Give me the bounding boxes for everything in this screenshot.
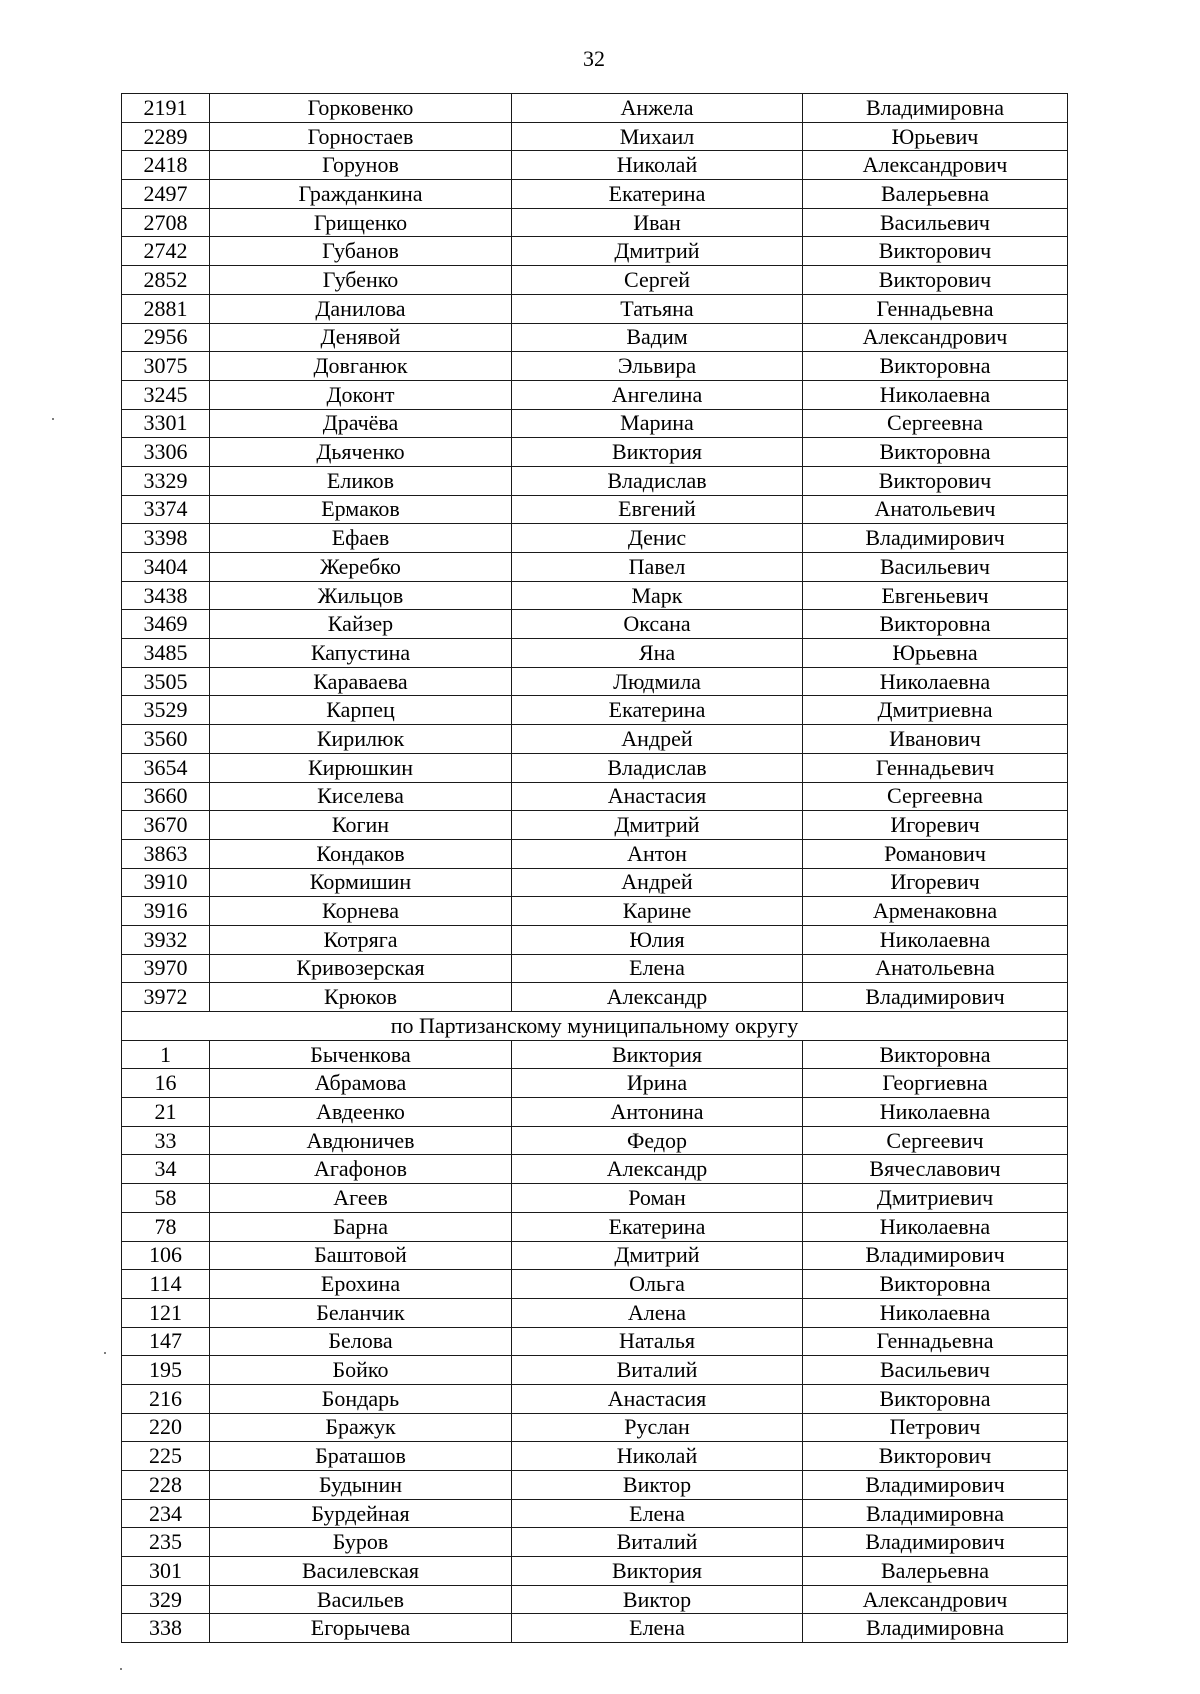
cell-number: 16 [122,1069,210,1098]
table-row [122,839,1068,868]
cell-patronymic: Георгиевна [803,1069,1068,1098]
cell-last-name: Баштовой [210,1241,512,1270]
table-row [122,1384,1068,1413]
table-row [122,237,1068,266]
cell-last-name: Губенко [210,266,512,295]
cell-last-name: Горковенко [210,94,512,123]
cell-last-name: Будынин [210,1471,512,1500]
cell-patronymic: Николаевна [803,925,1068,954]
cell-first-name: Екатерина [512,180,803,209]
cell-number: 3404 [122,553,210,582]
table-row [122,1241,1068,1270]
cell-last-name: Бурдейная [210,1499,512,1528]
cell-first-name: Татьяна [512,294,803,323]
cell-first-name: Павел [512,553,803,582]
cell-first-name: Виктор [512,1585,803,1614]
cell-number: 3932 [122,925,210,954]
cell-number: 2289 [122,122,210,151]
cell-patronymic: Викторовна [803,1270,1068,1299]
cell-first-name: Екатерина [512,696,803,725]
cell-number: 2708 [122,208,210,237]
cell-number: 3970 [122,954,210,983]
table-row [122,1155,1068,1184]
cell-number: 1 [122,1040,210,1069]
cell-last-name: Буров [210,1528,512,1557]
cell-first-name: Алена [512,1298,803,1327]
cell-number: 3438 [122,581,210,610]
cell-patronymic: Евгеньевич [803,581,1068,610]
cell-number: 220 [122,1413,210,1442]
table-row [122,495,1068,524]
cell-patronymic: Игоревич [803,868,1068,897]
table-row [122,1298,1068,1327]
cell-patronymic: Дмитриевна [803,696,1068,725]
cell-number: 106 [122,1241,210,1270]
cell-patronymic: Николаевна [803,667,1068,696]
cell-first-name: Виктор [512,1471,803,1500]
cell-first-name: Антонина [512,1098,803,1127]
table-row [122,409,1068,438]
cell-last-name: Кайзер [210,610,512,639]
cell-last-name: Котряга [210,925,512,954]
table-row [122,294,1068,323]
table-row [122,1098,1068,1127]
cell-number: 329 [122,1585,210,1614]
table-row [122,553,1068,582]
cell-first-name: Елена [512,1499,803,1528]
cell-first-name: Андрей [512,725,803,754]
cell-last-name: Агеев [210,1184,512,1213]
scan-speck [52,418,54,420]
cell-number: 2742 [122,237,210,266]
table-row [122,266,1068,295]
cell-patronymic: Геннадьевич [803,753,1068,782]
cell-first-name: Марина [512,409,803,438]
cell-first-name: Оксана [512,610,803,639]
cell-first-name: Екатерина [512,1212,803,1241]
cell-number: 3916 [122,897,210,926]
cell-patronymic: Николаевна [803,1212,1068,1241]
cell-patronymic: Александрович [803,323,1068,352]
roster-body [122,94,1068,1643]
cell-patronymic: Владимирович [803,524,1068,553]
cell-first-name: Ангелина [512,380,803,409]
page-number: 32 [583,46,605,71]
roster-table [121,93,1068,1643]
cell-patronymic: Васильевич [803,553,1068,582]
cell-last-name: Егорычева [210,1614,512,1643]
table-row [122,323,1068,352]
table-row [122,811,1068,840]
cell-last-name: Горностаев [210,122,512,151]
cell-last-name: Довганюк [210,352,512,381]
cell-first-name: Михаил [512,122,803,151]
cell-patronymic: Викторович [803,266,1068,295]
cell-first-name: Александр [512,1155,803,1184]
cell-last-name: Денявой [210,323,512,352]
cell-number: 3075 [122,352,210,381]
cell-first-name: Людмила [512,667,803,696]
cell-patronymic: Васильевич [803,1356,1068,1385]
cell-last-name: Кривозерская [210,954,512,983]
cell-number: 3560 [122,725,210,754]
scan-speck [120,1668,122,1670]
cell-patronymic: Владимировна [803,1499,1068,1528]
cell-number: 78 [122,1212,210,1241]
table-row [122,1585,1068,1614]
cell-number: 301 [122,1557,210,1586]
cell-last-name: Ефаев [210,524,512,553]
cell-last-name: Доконт [210,380,512,409]
cell-first-name: Юлия [512,925,803,954]
cell-last-name: Кирилюк [210,725,512,754]
cell-last-name: Горунов [210,151,512,180]
cell-last-name: Быченкова [210,1040,512,1069]
cell-first-name: Виктория [512,438,803,467]
cell-last-name: Жильцов [210,581,512,610]
table-row [122,180,1068,209]
cell-number: 21 [122,1098,210,1127]
cell-last-name: Киселева [210,782,512,811]
cell-patronymic: Викторович [803,1442,1068,1471]
cell-first-name: Ирина [512,1069,803,1098]
cell-last-name: Бражук [210,1413,512,1442]
table-row [122,524,1068,553]
cell-last-name: Кирюшкин [210,753,512,782]
cell-first-name: Владислав [512,466,803,495]
table-row [122,897,1068,926]
cell-last-name: Корнева [210,897,512,926]
cell-patronymic: Арменаковна [803,897,1068,926]
cell-patronymic: Геннадьевна [803,1327,1068,1356]
table-row [122,868,1068,897]
table-row [122,581,1068,610]
cell-patronymic: Владимировна [803,94,1068,123]
cell-first-name: Виталий [512,1528,803,1557]
cell-patronymic: Викторовна [803,352,1068,381]
cell-patronymic: Васильевич [803,208,1068,237]
cell-patronymic: Сергеевич [803,1126,1068,1155]
cell-number: 3863 [122,839,210,868]
cell-patronymic: Игоревич [803,811,1068,840]
cell-number: 2497 [122,180,210,209]
cell-first-name: Вадим [512,323,803,352]
cell-patronymic: Николаевна [803,1298,1068,1327]
cell-number: 3654 [122,753,210,782]
table-row [122,667,1068,696]
cell-first-name: Сергей [512,266,803,295]
table-row [122,1442,1068,1471]
cell-first-name: Елена [512,1614,803,1643]
table-row [122,1212,1068,1241]
cell-last-name: Барна [210,1212,512,1241]
cell-patronymic: Викторович [803,237,1068,266]
cell-number: 2852 [122,266,210,295]
cell-number: 114 [122,1270,210,1299]
cell-patronymic: Валерьевна [803,180,1068,209]
table-row [122,1471,1068,1500]
cell-last-name: Василевская [210,1557,512,1586]
table-row [122,753,1068,782]
cell-patronymic: Юрьевна [803,639,1068,668]
cell-first-name: Николай [512,1442,803,1471]
cell-first-name: Иван [512,208,803,237]
cell-last-name: Жеребко [210,553,512,582]
cell-number: 3301 [122,409,210,438]
table-row [122,1528,1068,1557]
table-row [122,438,1068,467]
cell-patronymic: Викторович [803,466,1068,495]
table-row [122,208,1068,237]
cell-last-name: Кондаков [210,839,512,868]
table-row [122,352,1068,381]
cell-first-name: Александр [512,983,803,1012]
cell-patronymic: Сергеевна [803,782,1068,811]
cell-last-name: Караваева [210,667,512,696]
cell-patronymic: Валерьевна [803,1557,1068,1586]
cell-last-name: Капустина [210,639,512,668]
table-row [122,466,1068,495]
cell-first-name: Анастасия [512,782,803,811]
cell-patronymic: Романович [803,839,1068,868]
cell-number: 235 [122,1528,210,1557]
cell-number: 2191 [122,94,210,123]
cell-number: 3670 [122,811,210,840]
cell-number: 34 [122,1155,210,1184]
cell-first-name: Виктория [512,1040,803,1069]
cell-number: 216 [122,1384,210,1413]
cell-last-name: Васильев [210,1585,512,1614]
cell-first-name: Дмитрий [512,1241,803,1270]
cell-last-name: Карпец [210,696,512,725]
cell-patronymic: Юрьевич [803,122,1068,151]
table-row [122,639,1068,668]
table-row [122,1184,1068,1213]
cell-last-name: Ерохина [210,1270,512,1299]
cell-last-name: Кормишин [210,868,512,897]
cell-first-name: Анжела [512,94,803,123]
cell-patronymic: Владимирович [803,983,1068,1012]
cell-patronymic: Иванович [803,725,1068,754]
cell-number: 58 [122,1184,210,1213]
cell-patronymic: Николаевна [803,1098,1068,1127]
cell-first-name: Руслан [512,1413,803,1442]
table-row [122,1040,1068,1069]
cell-patronymic: Дмитриевич [803,1184,1068,1213]
table-row [122,1069,1068,1098]
table-row [122,925,1068,954]
cell-first-name: Николай [512,151,803,180]
cell-patronymic: Николаевна [803,380,1068,409]
cell-number: 3910 [122,868,210,897]
cell-number: 2418 [122,151,210,180]
cell-last-name: Абрамова [210,1069,512,1098]
table-row [122,151,1068,180]
cell-last-name: Беланчик [210,1298,512,1327]
cell-first-name: Яна [512,639,803,668]
cell-first-name: Эльвира [512,352,803,381]
table-row [122,1327,1068,1356]
cell-last-name: Крюков [210,983,512,1012]
cell-patronymic: Владимирович [803,1528,1068,1557]
cell-patronymic: Александрович [803,1585,1068,1614]
cell-last-name: Авдеенко [210,1098,512,1127]
cell-patronymic: Вячеславович [803,1155,1068,1184]
cell-first-name: Андрей [512,868,803,897]
cell-number: 195 [122,1356,210,1385]
cell-patronymic: Анатольевич [803,495,1068,524]
cell-last-name: Ермаков [210,495,512,524]
scan-speck [104,1352,106,1354]
cell-patronymic: Владимирович [803,1241,1068,1270]
cell-first-name: Дмитрий [512,237,803,266]
cell-number: 2881 [122,294,210,323]
cell-first-name: Елена [512,954,803,983]
table-row [122,94,1068,123]
cell-first-name: Наталья [512,1327,803,1356]
cell-number: 3245 [122,380,210,409]
cell-number: 228 [122,1471,210,1500]
cell-first-name: Дмитрий [512,811,803,840]
cell-number: 3660 [122,782,210,811]
cell-number: 147 [122,1327,210,1356]
cell-patronymic: Анатольевна [803,954,1068,983]
cell-first-name: Евгений [512,495,803,524]
table-row [122,1270,1068,1299]
cell-first-name: Роман [512,1184,803,1213]
cell-patronymic: Александрович [803,151,1068,180]
cell-number: 3529 [122,696,210,725]
cell-number: 234 [122,1499,210,1528]
table-row [122,1413,1068,1442]
cell-last-name: Белова [210,1327,512,1356]
table-row [122,122,1068,151]
cell-last-name: Данилова [210,294,512,323]
cell-patronymic: Владимировна [803,1614,1068,1643]
table-row [122,1557,1068,1586]
table-row [122,1614,1068,1643]
cell-first-name: Марк [512,581,803,610]
table-row [122,380,1068,409]
cell-last-name: Гражданкина [210,180,512,209]
cell-first-name: Федор [512,1126,803,1155]
cell-first-name: Владислав [512,753,803,782]
cell-patronymic: Викторовна [803,1040,1068,1069]
table-row [122,1356,1068,1385]
cell-last-name: Губанов [210,237,512,266]
cell-last-name: Бойко [210,1356,512,1385]
section-heading-row [122,1012,1068,1041]
table-row [122,954,1068,983]
cell-number: 3485 [122,639,210,668]
cell-patronymic: Владимирович [803,1471,1068,1500]
table-row [122,696,1068,725]
cell-number: 2956 [122,323,210,352]
cell-last-name: Бондарь [210,1384,512,1413]
table-row [122,725,1068,754]
cell-patronymic: Викторовна [803,1384,1068,1413]
table-row [122,1499,1068,1528]
cell-number: 3374 [122,495,210,524]
cell-last-name: Авдюничев [210,1126,512,1155]
cell-patronymic: Викторовна [803,610,1068,639]
cell-number: 338 [122,1614,210,1643]
table-row [122,1126,1068,1155]
cell-number: 225 [122,1442,210,1471]
cell-first-name: Виктория [512,1557,803,1586]
cell-number: 3505 [122,667,210,696]
cell-last-name: Дьяченко [210,438,512,467]
cell-number: 3398 [122,524,210,553]
table-row [122,983,1068,1012]
cell-first-name: Антон [512,839,803,868]
cell-patronymic: Викторовна [803,438,1068,467]
cell-number: 121 [122,1298,210,1327]
cell-number: 3306 [122,438,210,467]
cell-patronymic: Сергеевна [803,409,1068,438]
cell-last-name: Браташов [210,1442,512,1471]
section-heading: по Партизанскому муниципальному округу [122,1012,1068,1041]
cell-first-name: Виталий [512,1356,803,1385]
cell-number: 3329 [122,466,210,495]
cell-number: 3972 [122,983,210,1012]
cell-first-name: Анастасия [512,1384,803,1413]
cell-last-name: Агафонов [210,1155,512,1184]
table-row [122,610,1068,639]
cell-last-name: Грищенко [210,208,512,237]
cell-first-name: Ольга [512,1270,803,1299]
cell-last-name: Еликов [210,466,512,495]
cell-first-name: Денис [512,524,803,553]
cell-number: 3469 [122,610,210,639]
cell-last-name: Когин [210,811,512,840]
cell-last-name: Драчёва [210,409,512,438]
cell-patronymic: Петрович [803,1413,1068,1442]
cell-number: 33 [122,1126,210,1155]
table-row [122,782,1068,811]
cell-first-name: Карине [512,897,803,926]
cell-patronymic: Геннадьевна [803,294,1068,323]
